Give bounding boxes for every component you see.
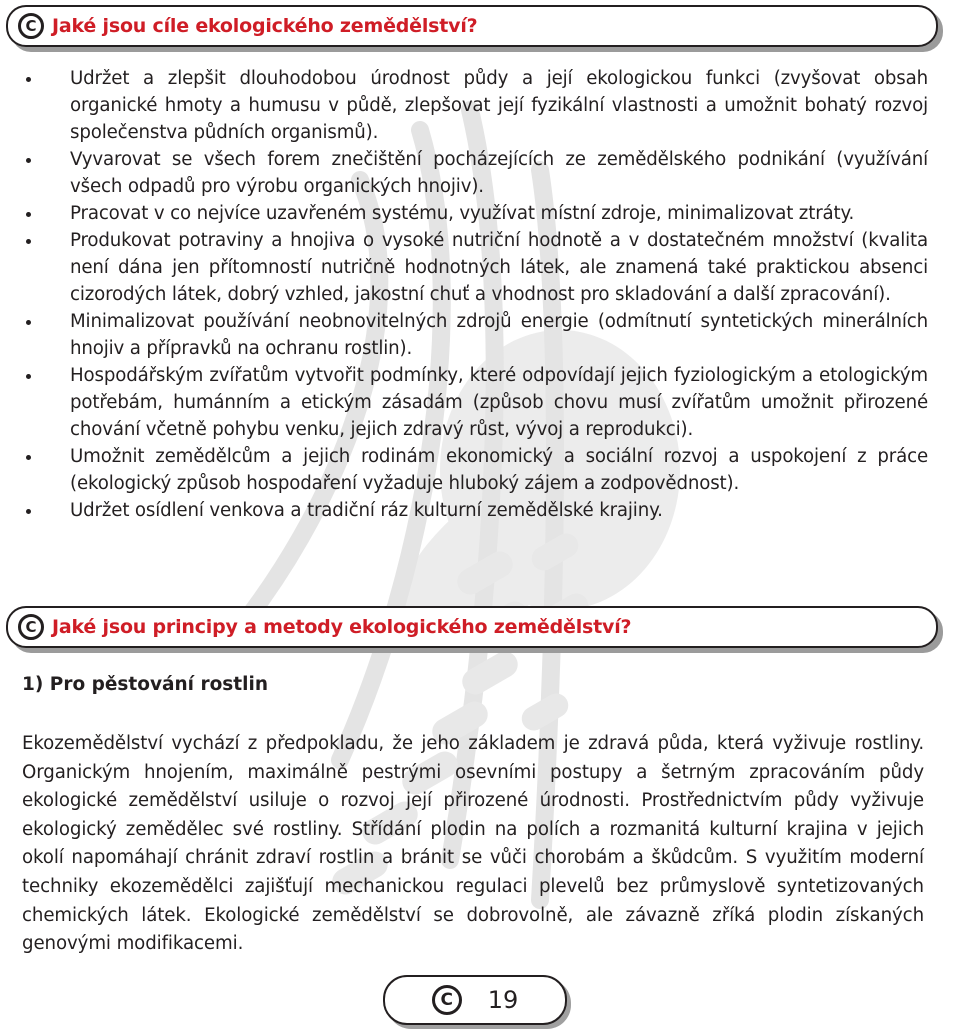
list-item	[22, 443, 928, 497]
list-item-text: Vyvarovat se všech forem znečištění pocházejících ze zemědělského podnikání (využívání všech odpadů pro výrobu organických hnojiv).	[70, 149, 928, 197]
c-circle-icon: C	[18, 614, 44, 640]
list-item	[22, 308, 928, 362]
list-item	[22, 65, 928, 146]
c-circle-icon: C	[432, 985, 462, 1015]
section-heading-principles	[6, 606, 938, 648]
section-title: Jaké jsou principy a metody ekologického zemědělství?	[52, 616, 632, 638]
list-item-text: Minimalizovat používání neobnovitelných zdrojů energie (odmítnutí syntetických minerálních hnojiv a přípravků na ochranu rostlin).	[70, 311, 928, 359]
c-circle-icon: C	[18, 13, 44, 39]
page-number-badge	[383, 975, 567, 1025]
subsection-heading: 1) Pro pěstování rostlin	[22, 674, 268, 695]
list-item	[22, 497, 928, 524]
list-item-text: Produkovat potraviny a hnojiva o vysoké nutriční hodnotě a v dostatečném množství (kvalita není dána jen přítomností nutričně hodnotných látek, ale znamená také praktickou absenci cizorodých látek, dobrý vzhled, jakostní chuť a vhodnost pro skladování a další zpracování).	[70, 230, 928, 305]
list-item-text: Hospodářským zvířatům vytvořit podmínky, které odpovídají jejich fyziologickým a etologickým potřebám, humánním a etickým zásadám (způsob chovu musí zvířatům umožnit přirozené chování včetně pohybu venku, jejich zdravý růst, vývoj a reprodukci).	[70, 365, 928, 440]
body-paragraph: Ekozemědělství vychází z předpokladu, že jeho základem je zdravá půda, která vyživuje rostliny. Organickým hnojením, maximálně pestrými osevními postupy a šetrným zpracováním půdy ekologické zemědělství usiluje o rozvoj její přirozené úrodnosti. Prostřednictvím půdy vyživuje ekologický zemědělec své rostliny. Střídání plodin na polích a rozmanitá kulturní krajina v jejich okolí napomáhají chránit zdraví rostlin a bránit se vůči chorobám a škůdcům. S využitím moderní techniky ekozemědělci zajišťují mechanickou regulaci plevelů bez průmyslově syntetizovaných chemických látek. Ekologické zemědělství se dobrovolně, ale závazně zříká plodin získaných genovými modifikacemi.	[22, 733, 924, 955]
list-item-text: Udržet a zlepšit dlouhodobou úrodnost půdy a její ekologickou funkci (zvyšovat obsah organické hmoty a humusu v půdě, zlepšovat její fyzikální vlastnosti a umožnit bohatý rozvoj společenstva půdních organismů).	[70, 68, 928, 143]
list-item-text: Udržet osídlení venkova a tradiční ráz kulturní zemědělské krajiny.	[70, 500, 663, 521]
section-heading-goals	[6, 5, 938, 47]
list-item	[22, 146, 928, 200]
list-item	[22, 227, 928, 308]
list-item-text: Pracovat v co nejvíce uzavřeném systému, využívat místní zdroje, minimalizovat ztráty.	[70, 203, 855, 224]
section-title: Jaké jsou cíle ekologického zemědělství?	[52, 15, 478, 37]
list-item	[22, 200, 928, 227]
list-item	[22, 362, 928, 443]
goals-list	[22, 65, 928, 524]
page-number: 19	[487, 986, 519, 1014]
list-item-text: Umožnit zemědělcům a jejich rodinám ekonomický a sociální rozvoj a uspokojení z práce (ekologický způsob hospodaření vyžaduje hluboký zájem a zodpovědnost).	[70, 446, 928, 494]
